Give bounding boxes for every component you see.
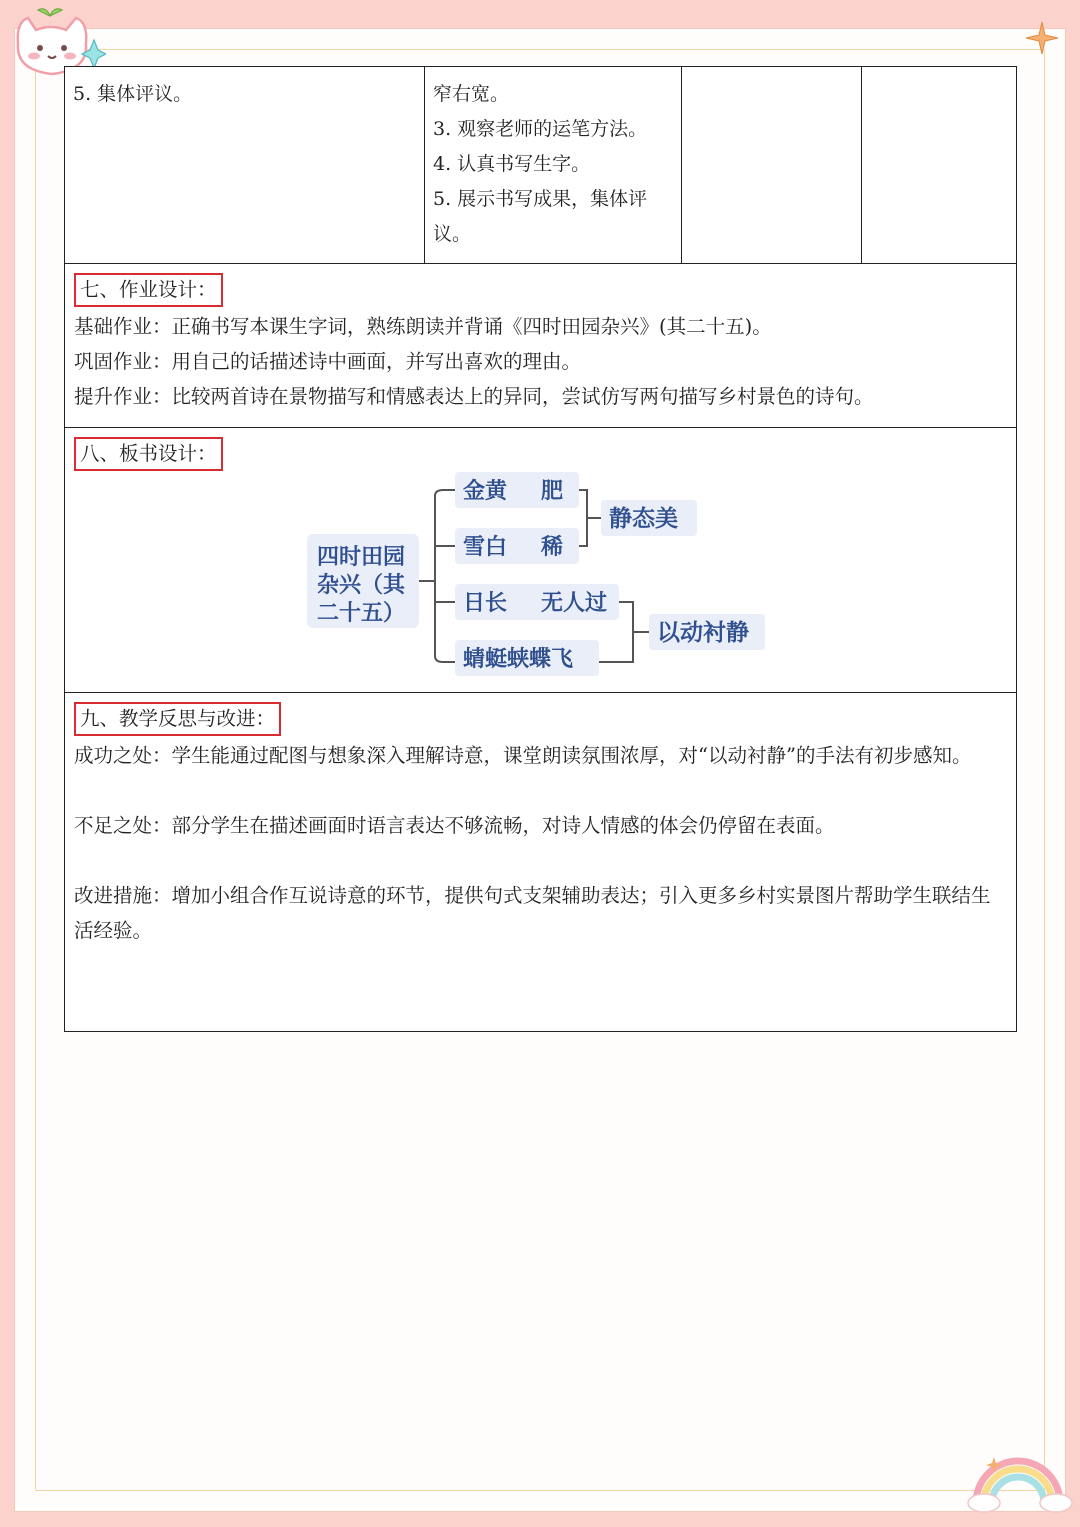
board-mindmap: [295, 468, 855, 678]
board-design-section: [65, 428, 1016, 693]
group-label: 静态美: [609, 506, 678, 532]
reflection-paragraph: 不足之处：部分学生在描述画面时语言表达不够流畅，对诗人情感的体会仍停留在表面。: [74, 814, 835, 837]
homework-section: [65, 264, 1016, 428]
reflection-section: [65, 693, 1016, 1031]
cell-line: 5. 展示书写成果，集体评: [433, 188, 648, 210]
root-line: 二十五）: [317, 601, 406, 626]
root-line: 四时田园: [317, 545, 406, 570]
branch-left: 雪白: [463, 535, 508, 560]
sparkle-icon: [1024, 20, 1060, 56]
rainbow-sticker-icon: [964, 1443, 1074, 1513]
cell-line: 3. 观察老师的运笔方法。: [433, 118, 648, 140]
cell-line: 4. 认真书写生字。: [433, 153, 591, 175]
table-cell-empty: [682, 67, 862, 263]
table-cell-student: [425, 67, 682, 263]
branch-right: 无人过: [541, 591, 608, 616]
section-title: 七、作业设计：: [74, 273, 223, 307]
homework-line: 提升作业：比较两首诗在景物描写和情感表达上的异同，尝试仿写两句描写乡村景色的诗句。: [74, 385, 874, 408]
homework-line: 巩固作业：用自己的话描述诗中画面，并写出喜欢的理由。: [74, 350, 582, 373]
branch-right: 稀: [541, 535, 564, 560]
section-title: 九、教学反思与改进：: [74, 702, 281, 736]
branch-left: 金黄: [463, 479, 508, 504]
lesson-plan-table: [64, 66, 1017, 1032]
group-label: 以动衬静: [657, 620, 749, 646]
cell-line: 议。: [433, 223, 472, 245]
table-cell-activity: [65, 67, 425, 263]
branch-left: 蜻蜓蛱蝶飞: [463, 647, 574, 672]
cell-line: 5. 集体评议。: [73, 83, 193, 105]
branch-left: 日长: [463, 591, 508, 616]
branch-right: 肥: [541, 479, 564, 504]
reflection-paragraph: 改进措施：增加小组合作互说诗意的环节，提供句式支架辅助表达；引入更多乡村实景图片帮助学生联结生活经验。: [74, 884, 991, 942]
table-row: [65, 67, 1016, 264]
cell-line: 窄右宽。: [433, 83, 510, 105]
section-title: 八、板书设计：: [74, 437, 223, 471]
table-cell-empty: [862, 67, 1016, 263]
root-line: 杂兴（其: [317, 573, 406, 598]
reflection-paragraph: 成功之处：学生能通过配图与想象深入理解诗意，课堂朗读氛围浓厚，对“以动衬静”的手法有初步感知。: [74, 744, 972, 767]
homework-line: 基础作业：正确书写本课生字词，熟练朗读并背诵《四时田园杂兴》(其二十五)。: [74, 315, 772, 338]
